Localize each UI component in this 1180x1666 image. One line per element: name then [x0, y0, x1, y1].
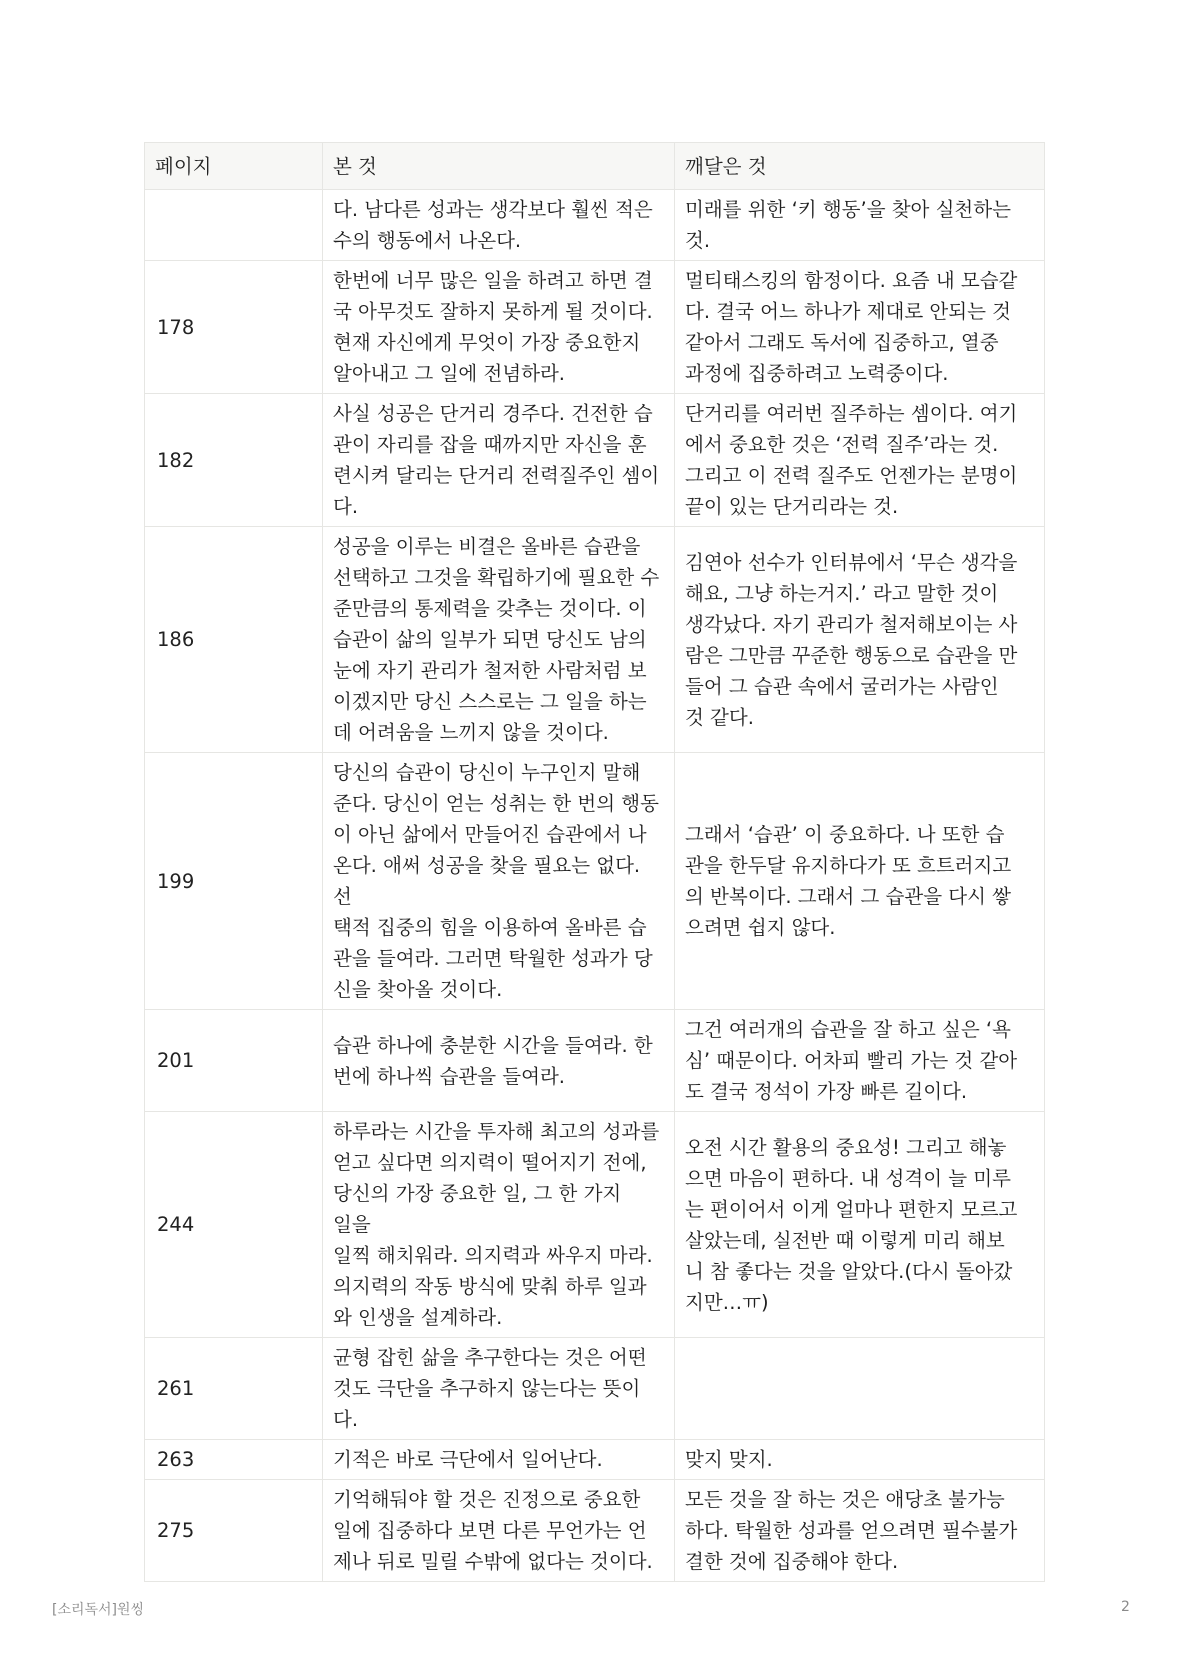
cell-page: 182 [145, 394, 323, 527]
cell-seen [323, 527, 675, 753]
table-header-row [145, 143, 1045, 190]
cell-seen [323, 753, 675, 1010]
cell-learned [675, 527, 1045, 753]
cell-seen-text: 습관 하나에 충분한 시간을 들여라. 한 번에 하나씩 습관을 들여라. [333, 1033, 653, 1088]
cell-seen-text: 당신의 습관이 당신이 누구인지 말해 준다. 당신이 얻는 성취는 한 번의 행동 이 아닌 삶에서 만들어진 습관에서 나 온다. 애써 성공을 찾을 필요는 없다. 선 택적 집중의 힘을 이용하여 올바른 습 관을 들여라. 그러면 탁월한 성과가 당 신을 찾아올 것이다. [333, 761, 659, 1001]
table-row [145, 1112, 1045, 1338]
table-row [145, 527, 1045, 753]
cell-learned-text: 맞지 맞지. [685, 1448, 773, 1471]
page-number: 2 [1121, 1599, 1130, 1615]
cell-seen-text: 사실 성공은 단거리 경주다. 건전한 습 관이 자리를 잡을 때까지만 자신을 훈 련시켜 달리는 단거리 전력질주인 셈이 다. [333, 402, 660, 518]
header-learned: 깨달은 것 [675, 143, 1045, 190]
cell-seen [323, 261, 675, 394]
table-row [145, 261, 1045, 394]
cell-learned [675, 1480, 1045, 1582]
notes-table-container [144, 142, 1044, 1573]
cell-seen-text: 성공을 이루는 비결은 올바른 습관을 선택하고 그것을 확립하기에 필요한 수 준만큼의 통제력을 갖추는 것이다. 이 습관이 삶의 일부가 되면 당신도 남의 눈에 자기 관리가 철저한 사람처럼 보 이겠지만 당신 스스로는 그 일을 하는 데 어려움을 느끼지 않을 것이다. [333, 535, 660, 744]
cell-page: 186 [145, 527, 323, 753]
table-row [145, 190, 1045, 261]
cell-page: 178 [145, 261, 323, 394]
cell-learned [675, 753, 1045, 1010]
cell-learned-text: 그래서 ‘습관’ 이 중요하다. 나 또한 습 관을 한두달 유지하다가 또 흐트러지고 의 반복이다. 그래서 그 습관을 다시 쌓 으려면 쉽지 않다. [685, 823, 1012, 939]
cell-seen [323, 1010, 675, 1112]
cell-learned-text: 단거리를 여러번 질주하는 셈이다. 여기 에서 중요한 것은 ‘전력 질주’라는 것. 그리고 이 전력 질주도 언젠가는 분명이 끝이 있는 단거리라는 것. [685, 402, 1018, 518]
cell-seen [323, 394, 675, 527]
cell-seen-text: 기적은 바로 극단에서 일어난다. [333, 1448, 603, 1471]
notes-table [144, 142, 1045, 1582]
cell-seen-text: 다. 남다른 성과는 생각보다 훨씬 적은 수의 행동에서 나온다. [333, 198, 653, 252]
table-row [145, 753, 1045, 1010]
cell-learned [675, 1338, 1045, 1440]
table-row [145, 1338, 1045, 1440]
cell-seen-text: 균형 잡힌 삶을 추구한다는 것은 어떤 것도 극단을 추구하지 않는다는 뜻이 다. [333, 1346, 647, 1431]
cell-seen [323, 190, 675, 261]
table-row [145, 1480, 1045, 1582]
cell-learned-text: 그건 여러개의 습관을 잘 하고 싶은 ‘욕 심’ 때문이다. 어차피 빨리 가는 것 같아 도 결국 정석이 가장 빠른 길이다. [685, 1018, 1018, 1103]
cell-page: 244 [145, 1112, 323, 1338]
cell-seen [323, 1480, 675, 1582]
cell-page: 263 [145, 1440, 323, 1480]
header-page: 페이지 [145, 143, 323, 190]
cell-seen [323, 1338, 675, 1440]
cell-learned-text: 모든 것을 잘 하는 것은 애당초 불가능 하다. 탁월한 성과를 얻으려면 필수불가 결한 것에 집중해야 한다. [685, 1488, 1018, 1573]
cell-learned-text: 김연아 선수가 인터뷰에서 ‘무슨 생각을 해요, 그냥 하는거지.’ 라고 말한 것이 생각났다. 자기 관리가 철저해보이는 사 람은 그만큼 꾸준한 행동으로 습관을 만 들어 그 습관 속에서 굴러가는 사람인 것 같다. [685, 550, 1018, 729]
table-row [145, 1440, 1045, 1480]
cell-seen [323, 1440, 675, 1480]
cell-seen-text: 한번에 너무 많은 일을 하려고 하면 결 국 아무것도 잘하지 못하게 될 것이다. 현재 자신에게 무엇이 가장 중요한지 알아내고 그 일에 전념하라. [333, 269, 653, 385]
cell-page: 261 [145, 1338, 323, 1440]
cell-learned [675, 394, 1045, 527]
cell-seen [323, 1112, 675, 1338]
footer-title: [소리독서]원씽 [52, 1602, 145, 1618]
cell-learned [675, 190, 1045, 261]
cell-learned [675, 1112, 1045, 1338]
cell-learned [675, 1440, 1045, 1480]
cell-seen-text: 하루라는 시간을 투자해 최고의 성과를 얻고 싶다면 의지력이 떨어지기 전에, 당신의 가장 중요한 일, 그 한 가지 일을 일찍 해치워라. 의지력과 싸우지 마라. 의지력의 작동 방식에 맞춰 하루 일과 와 인생을 설계하라. [333, 1120, 660, 1329]
cell-page: 275 [145, 1480, 323, 1582]
cell-seen-text: 기억해둬야 할 것은 진정으로 중요한 일에 집중하다 보면 다른 무언가는 언 제나 뒤로 밀릴 수밖에 없다는 것이다. [333, 1488, 653, 1573]
cell-page [145, 190, 323, 261]
cell-learned [675, 261, 1045, 394]
cell-page: 201 [145, 1010, 323, 1112]
header-seen: 본 것 [323, 143, 675, 190]
cell-learned-text: 멀티태스킹의 함정이다. 요즘 내 모습같 다. 결국 어느 하나가 제대로 안되는 것 같아서 그래도 독서에 집중하고, 열중 과정에 집중하려고 노력중이다. [685, 269, 1018, 385]
cell-learned-text: 오전 시간 활용의 중요성! 그리고 해놓 으면 마음이 편하다. 내 성격이 늘 미루 는 편이어서 이게 얼마나 편한지 모르고 살았는데, 실전반 때 이렇게 미리 해보 니 참 좋다는 것을 알았다.(다시 돌아갔 지만…ㅠ) [685, 1135, 1018, 1314]
cell-page: 199 [145, 753, 323, 1010]
table-row [145, 1010, 1045, 1112]
cell-learned [675, 1010, 1045, 1112]
cell-learned-text: 미래를 위한 ‘키 행동’을 찾아 실천하는 것. [685, 198, 1011, 252]
table-row [145, 394, 1045, 527]
